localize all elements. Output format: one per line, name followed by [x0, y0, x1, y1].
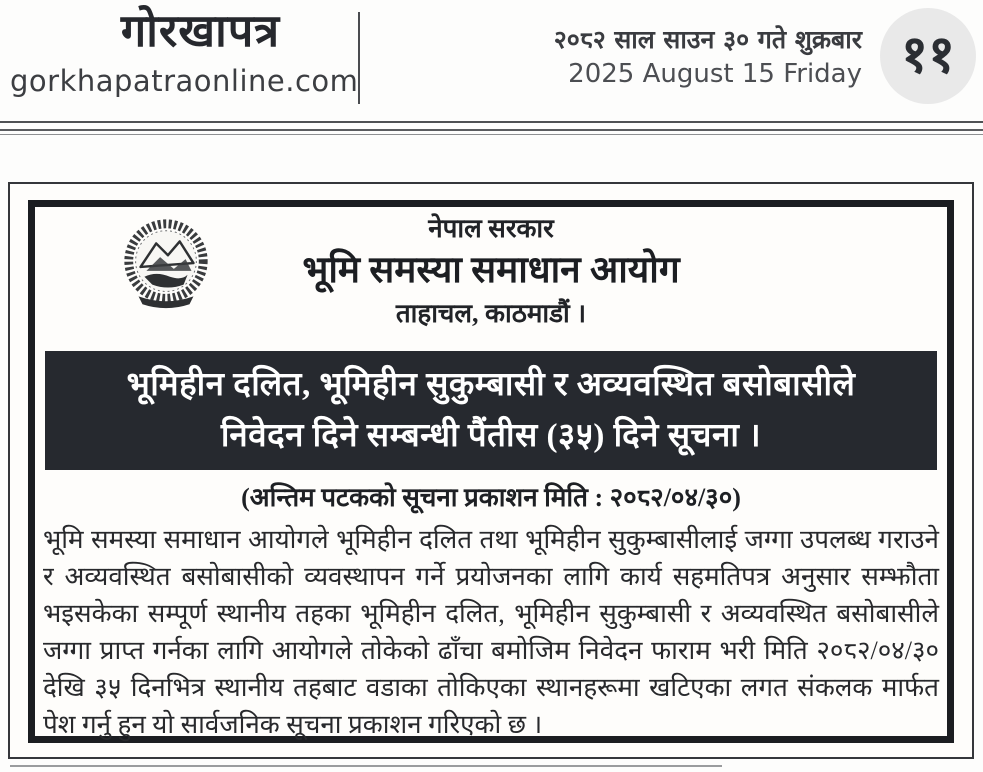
bottom-divider [10, 765, 722, 767]
government-name: नेपाल सरकार [428, 214, 554, 243]
rule-line [0, 121, 983, 123]
rule-line [0, 134, 983, 135]
date-nepali: २०८२ साल साउन ३० गते शुक्रबार [553, 25, 862, 54]
notice-title-line1: भूमिहीन दलित, भूमिहीन सुकुम्बासी र अव्यवस्थित बसोबासीले [126, 366, 856, 403]
masthead-title: गोरखापत्र [120, 4, 281, 57]
header-rule [0, 121, 983, 135]
notice-header [41, 213, 941, 345]
page-number: ११ [900, 27, 956, 84]
date-block [522, 24, 862, 90]
notice-body: भूमि समस्या समाधान आयोगले भूमिहीन दलित तथा भूमिहीन सुकुम्बासीलाई जग्गा उपलब्ध गराउने र अव्यवस्थित बसोबासीको व्यवस्थापन गर्ने प्रयोजनका लागि कार्य सहमतिपत्र अनुसार सम्झौता भइसकेका सम्पूर्ण स्थानीय तहका भूमिहीन दलित, भूमिहीन सुकुम्बासी र अव्यवस्थित बसोबासीले जग्गा प्राप्त गर्नका लागि आयोगले तोकेको ढाँचा बमोजिम निवेदन फाराम भरी मिति २०८२/०४/३० देखि ३५ दिनभित्र स्थानीय तहबाट वडाका तोकिएका स्थानहरूमा खटिएका लगत संकलक मार्फत पेश गर्नु हुन यो सार्वजनिक सूचना प्रकाशन गरिएको छ । [43, 525, 939, 740]
commission-address: ताहाचल, काठमाडौं । [395, 298, 587, 328]
masthead-website: gorkhapatraonline.com [10, 63, 359, 98]
notice-header-text [41, 213, 941, 330]
date-english: 2025 August 15 Friday [568, 59, 862, 90]
publication-date-note: (अन्तिम पटकको सूचना प्रकाशन मिति : २०८२/०४/३०) [241, 483, 741, 512]
commission-name: भूमि समस्या समाधान आयोग [302, 249, 680, 291]
notice-box-inner [28, 200, 954, 743]
rule-line [0, 129, 983, 131]
page-number-badge [880, 8, 976, 104]
notice-title-line2: निवेदन दिने सम्बन्धी पैंतीस (३५) दिने सूचना । [220, 417, 762, 454]
header-vertical-divider [358, 12, 360, 104]
notice-box [8, 182, 974, 759]
notice-title-banner [45, 351, 937, 470]
masthead [10, 4, 359, 98]
newspaper-header [0, 0, 983, 118]
